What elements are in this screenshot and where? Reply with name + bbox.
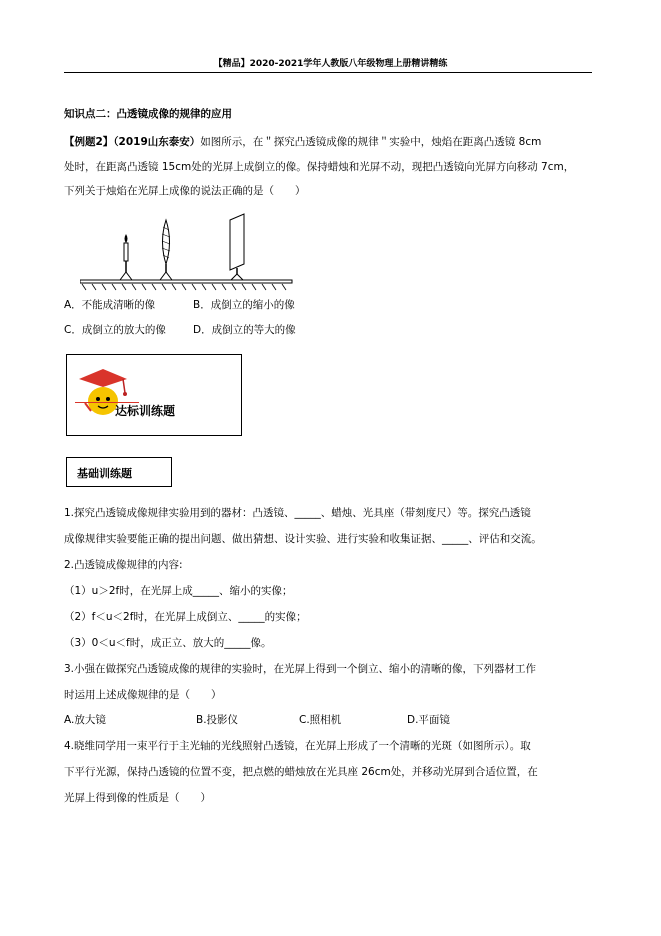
- convex-lens-icon: [160, 220, 172, 280]
- q3-line-1: 3.小强在做探究凸透镜成像的规律的实验时，在光屏上得到一个倒立、缩小的清晰的像，下列器材工作: [64, 663, 537, 675]
- example-tag: 【例题2】: [64, 136, 114, 148]
- basic-training-box: [66, 457, 172, 487]
- q3-option-d: D.平面镜: [407, 714, 450, 726]
- q2-item-2: （2）f＜u＜2f时，在光屏上成倒立、_____的实像；: [64, 611, 307, 623]
- page-header: 【精品】2020-2021学年人教版八年级物理上册精讲精练: [213, 59, 448, 69]
- candle-icon: [120, 234, 132, 280]
- q2-item-3: （3）0＜u＜f时，成正立、放大的_____像。: [64, 637, 272, 649]
- training-banner: [66, 354, 242, 436]
- q4-line-3: 光屏上得到像的性质是（ ）: [64, 792, 211, 804]
- q4-line-2: 下平行光源，保持凸透镜的位置不变，把点燃的蜡烛放在光具座 26cm处，并移动光屏到合适位置，在: [64, 766, 538, 778]
- example-option-c: C．成倒立的放大的像: [64, 324, 166, 336]
- banner-label: 达标训练题: [115, 404, 176, 418]
- q4-line-1: 4.晓维同学用一束平行于主光轴的光线照射凸透镜，在光屏上形成了一个清晰的光斑（如图所示）。取: [64, 740, 531, 752]
- example-text-1: 如图所示，在＂探究凸透镜成像的规律＂实验中，烛焰在距离凸透镜 8cm: [200, 136, 542, 148]
- section-title: 知识点二：凸透镜成像的规律的应用: [64, 108, 232, 120]
- optical-bench-figure: [80, 212, 300, 292]
- q2-item-1: （1）u＞2f时，在光屏上成_____、缩小的实像；: [64, 585, 293, 597]
- example-line-3: 下列关于烛焰在光屏上成像的说法正确的是（ ）: [64, 185, 306, 197]
- q2-title: 2.凸透镜成像规律的内容:: [64, 559, 183, 571]
- example-line-2: 处时，在距离凸透镜 15cm处的光屏上成倒立的像。保持蜡烛和光屏不动，现把凸透镜向光屏方向移动 7cm，: [64, 161, 575, 173]
- example-option-a: A．不能成清晰的像: [64, 299, 156, 311]
- light-screen-icon: [230, 214, 244, 280]
- example-option-b: B．成倒立的缩小的像: [193, 299, 295, 311]
- q1-line-1: 1.探究凸透镜成像规律实验用到的器材：凸透镜、_____、蜡烛、光具座（带刻度尺）等。探究凸透镜: [64, 507, 531, 519]
- basic-training-label: 基础训练题: [77, 467, 132, 480]
- example-option-d: D．成倒立的等大的像: [193, 324, 296, 336]
- q3-option-a: A.放大镜: [64, 714, 106, 726]
- q1-line-2: 成像规律实验要能正确的提出问题、做出猜想、设计实验、进行实验和收集证据、_____、评估和交流。: [64, 533, 542, 545]
- q3-option-b: B.投影仪: [196, 714, 239, 726]
- q3-option-c: C.照相机: [299, 714, 342, 726]
- bench-rail: [80, 280, 292, 283]
- example-line-1: [64, 135, 541, 149]
- q3-line-2: 时运用上述成像规律的是（ ）: [64, 689, 222, 701]
- header-rule: [64, 72, 592, 73]
- example-source: （2019山东泰安）: [113, 136, 201, 148]
